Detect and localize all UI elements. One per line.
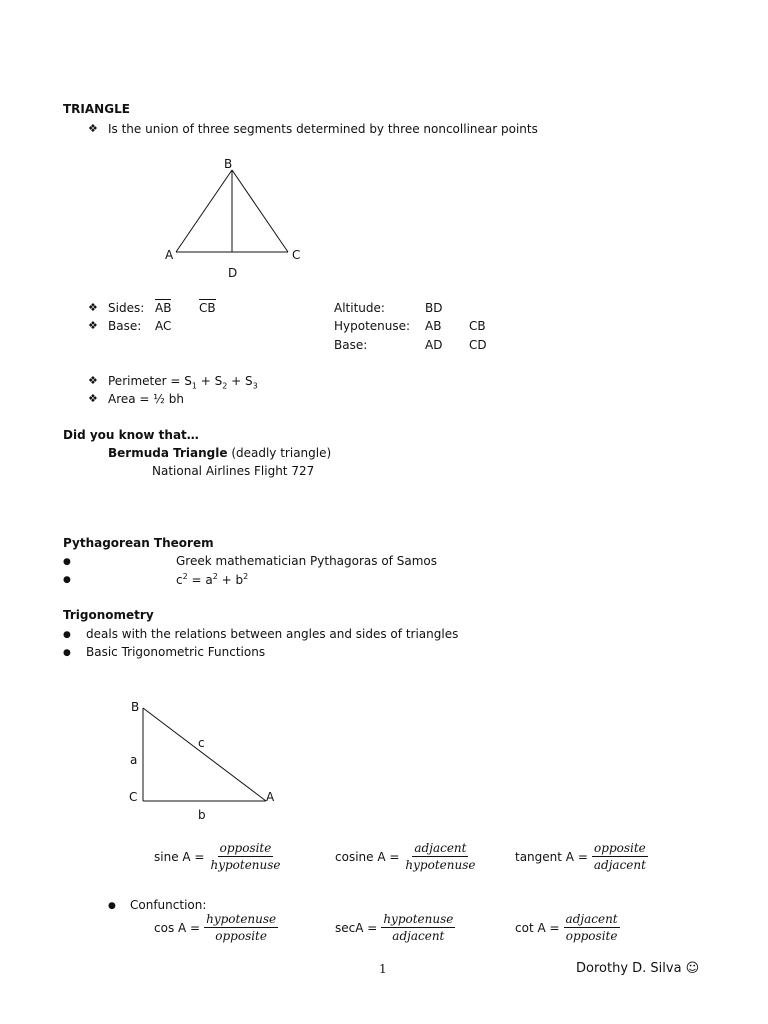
bermuda-line (108, 446, 331, 460)
pythagorean-formula: $c^2 = a^2 + b^2$ (176, 572, 249, 587)
diamond-bullet-icon: ❖ (88, 122, 98, 135)
bullet-icon: ● (63, 557, 71, 567)
bermuda-note: (deadly triangle) (227, 446, 332, 460)
perimeter-formula: Perimeter = $S_1 + S_2 + S_3$ (108, 374, 258, 391)
right-triangle-figure (120, 695, 290, 825)
confunction-label: Confunction: (130, 898, 207, 912)
author-name: Dorothy D. Silva ☺ (576, 961, 700, 976)
cosine-formula: cosine A = $\frac{\text{adjacent}}{\text{hypotenuse}}$ (335, 841, 476, 872)
trig-definition: deals with the relations between angles and sides of triangles (86, 627, 459, 641)
vertex-label-c: C (292, 248, 301, 262)
diamond-bullet-icon: ❖ (88, 392, 98, 405)
flight-text: National Airlines Flight 727 (152, 464, 315, 478)
trigonometry-heading: Trigonometry (63, 608, 154, 622)
tangent-formula: tangent A = $\frac{\text{opposite}}{\text{adjacent}}$ (515, 841, 646, 872)
did-you-know-heading: Did you know that… (63, 428, 199, 442)
altitude-value: BD (425, 301, 443, 315)
side-label-a: a (130, 753, 138, 767)
point-label-d: D (228, 266, 238, 280)
vertex-label-c: C (129, 790, 138, 804)
cos-formula: cos A = $\frac{\text{hypotenuse}}{\text{opposite}}$ (154, 912, 277, 943)
sine-formula: sine A = $\frac{\text{opposite}}{\text{hypotenuse}}$ (154, 841, 281, 872)
diamond-bullet-icon: ❖ (88, 374, 98, 387)
hypotenuse-value-2: CB (469, 319, 486, 333)
vertex-label-b: B (131, 700, 140, 714)
side-label-c: c (198, 736, 205, 750)
vertex-label-a: A (266, 790, 275, 804)
vertex-label-b: B (224, 157, 233, 171)
side-ab: AB (155, 301, 172, 315)
altitude-label: Altitude: (334, 301, 385, 315)
sec-formula: secA = $\frac{\text{hypotenuse}}{\text{adjacent}}$ (335, 912, 454, 943)
base-value: AC (155, 319, 172, 333)
bermuda-title: Bermuda Triangle (108, 446, 228, 460)
side-cb: CB (199, 301, 216, 315)
cot-formula: cot A = $\frac{\text{adjacent}}{\text{opposite}}$ (515, 912, 618, 943)
page-number: 1 (379, 962, 387, 976)
trig-functions-text: Basic Trigonometric Functions (86, 645, 266, 659)
hypotenuse-label: Hypotenuse: (334, 319, 411, 333)
sides-label: Sides: (108, 301, 145, 315)
base2-value-1: AD (425, 338, 443, 352)
pythagorean-heading: Pythagorean Theorem (63, 536, 214, 550)
hypotenuse-value-1: AB (425, 319, 442, 333)
pythagoras-text: Greek mathematician Pythagoras of Samos (176, 554, 437, 568)
bullet-icon: ● (108, 901, 116, 911)
side-label-b: b (198, 808, 206, 822)
triangle-heading: TRIANGLE (63, 102, 130, 116)
vertex-label-a: A (165, 248, 174, 262)
bullet-icon: ● (63, 630, 71, 640)
area-formula: Area = ½ bh (108, 392, 184, 406)
triangle-definition: Is the union of three segments determined by three noncollinear points (108, 122, 538, 136)
base2-label: Base: (334, 338, 368, 352)
base2-value-2: CD (469, 338, 487, 352)
diamond-bullet-icon: ❖ (88, 319, 98, 332)
side-c-line (143, 708, 266, 801)
diamond-bullet-icon: ❖ (88, 301, 98, 314)
isosceles-triangle-figure (150, 155, 320, 285)
segment-ab (176, 170, 232, 252)
segment-bc (232, 170, 288, 252)
base-label: Base: (108, 319, 142, 333)
bullet-icon: ● (63, 648, 71, 658)
bullet-icon: ● (63, 575, 71, 585)
